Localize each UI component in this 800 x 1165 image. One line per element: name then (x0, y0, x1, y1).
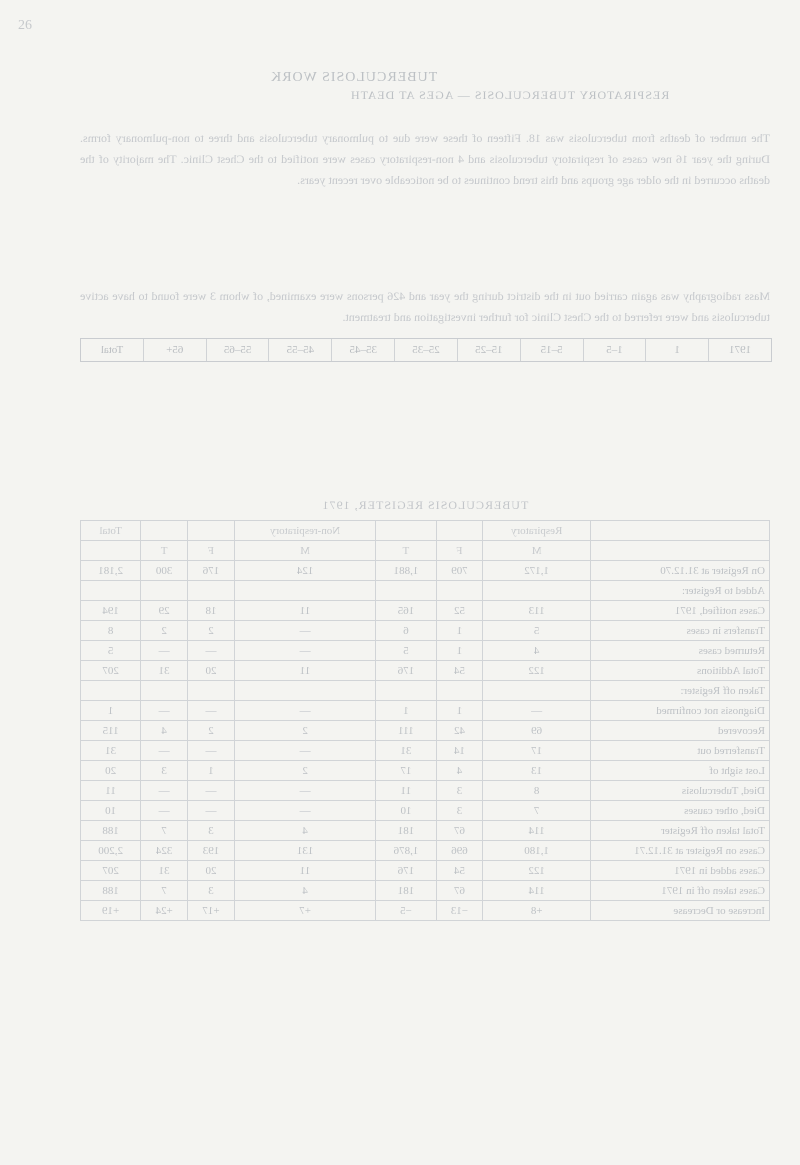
row-label: On Register at 31.12.70 (591, 561, 770, 581)
page-heading (270, 70, 770, 103)
table-cell: 10 (81, 801, 141, 821)
table-row (81, 561, 770, 581)
age-strip-cell: 35–45 (331, 339, 394, 361)
table-cell: 1 (436, 621, 483, 641)
age-strip-cell: 1 (645, 339, 708, 361)
column-subheader: M (483, 541, 591, 561)
table-cell: 31 (141, 661, 188, 681)
table-row (81, 581, 770, 601)
table-cell: 3 (188, 821, 235, 841)
intro-paragraph-2: Mass radiography was again carried out in the district during the year and 426 persons were examined, of whom 3 were found to have active tuberculosis and were referred to the Chest Clinic for further investigation and treatment. (80, 289, 770, 324)
table-row (81, 721, 770, 741)
table-cell: 4 (141, 721, 188, 741)
table-cell: 696 (436, 841, 483, 861)
table-cell: 176 (376, 661, 436, 681)
table-row (81, 661, 770, 681)
table-row (81, 781, 770, 801)
table-cell: 324 (141, 841, 188, 861)
table-row (81, 801, 770, 821)
row-label: Lost sight of (591, 761, 770, 781)
age-strip-cell: 65+ (143, 339, 206, 361)
column-subheader: T (141, 541, 188, 561)
table-cell (234, 681, 375, 701)
column-subheader: F (436, 541, 483, 561)
table-row (81, 741, 770, 761)
table-cell: 4 (234, 821, 375, 841)
table-cell: — (141, 801, 188, 821)
table-cell: 20 (188, 861, 235, 881)
table-cell: 54 (436, 661, 483, 681)
table-cell: 1,180 (483, 841, 591, 861)
table-row (81, 601, 770, 621)
table-cell: 176 (376, 861, 436, 881)
row-label: Died, Tuberculosis (591, 781, 770, 801)
table-cell (188, 681, 235, 701)
table-cell: 2,200 (81, 841, 141, 861)
table-row (81, 761, 770, 781)
table-cell: — (234, 621, 375, 641)
table-cell: 14 (436, 741, 483, 761)
table-cell: 165 (376, 601, 436, 621)
heading-title: TUBERCULOSIS WORK (270, 70, 438, 85)
table-cell (436, 581, 483, 601)
table-cell: — (141, 641, 188, 661)
table-cell: 7 (141, 821, 188, 841)
table-cell: 11 (81, 781, 141, 801)
column-header (436, 521, 483, 541)
table-cell: 2 (234, 721, 375, 741)
table-subheader-row (81, 541, 770, 561)
table-cell: — (234, 781, 375, 801)
age-strip-cell: 15–25 (457, 339, 520, 361)
table-cell: 300 (141, 561, 188, 581)
table-cell: 207 (81, 861, 141, 881)
table-cell: 6 (376, 621, 436, 641)
table-cell: 113 (483, 601, 591, 621)
column-header: Non-respiratory (234, 521, 375, 541)
table-cell: — (188, 741, 235, 761)
table-cell: — (141, 741, 188, 761)
table-cell: 1 (188, 761, 235, 781)
table-cell: — (234, 641, 375, 661)
age-strip-cell: Total (100, 344, 124, 356)
table-cell: +8 (483, 901, 591, 921)
column-subheader: T (376, 541, 436, 561)
row-label: Died, other causes (591, 801, 770, 821)
table-cell: 2 (141, 621, 188, 641)
table-cell: 2 (188, 721, 235, 741)
row-label: Cases on Register at 31.12.71 (591, 841, 770, 861)
table-cell: 122 (483, 861, 591, 881)
table-cell: 2,181 (81, 561, 141, 581)
table-cell: 2 (188, 621, 235, 641)
table-row (81, 621, 770, 641)
row-label: Transfers in cases (591, 621, 770, 641)
table-cell (376, 581, 436, 601)
table-cell (81, 681, 141, 701)
table-cell (234, 581, 375, 601)
table-cell: +7 (234, 901, 375, 921)
table-cell: — (234, 701, 375, 721)
table-cell: 1,881 (376, 561, 436, 581)
row-label: Cases notified, 1971 (591, 601, 770, 621)
table-cell: 20 (188, 661, 235, 681)
table-cell: 4 (234, 881, 375, 901)
table-cell: 11 (234, 601, 375, 621)
row-label: Cases added in 1971 (591, 861, 770, 881)
table-row (81, 841, 770, 861)
table-cell: 207 (81, 661, 141, 681)
row-label: Increase or Decrease (591, 901, 770, 921)
table-cell: 1,172 (483, 561, 591, 581)
table-cell (436, 681, 483, 701)
row-label: Total Additions (591, 661, 770, 681)
table-cell: +24 (141, 901, 188, 921)
table-cell: +17 (188, 901, 235, 921)
heading-subtitle: RESPIRATORY TUBERCULOSIS — AGES AT DEATH (350, 88, 670, 102)
table-cell: — (188, 801, 235, 821)
table-cell: 188 (81, 821, 141, 841)
table-cell: — (141, 781, 188, 801)
table-cell: 188 (81, 881, 141, 901)
table-cell: 52 (436, 601, 483, 621)
table-cell: — (188, 701, 235, 721)
table-row (81, 641, 770, 661)
table-cell: 4 (483, 641, 591, 661)
table-header-row (81, 521, 770, 541)
page-margin-number: 26 (18, 18, 32, 33)
table-cell: 31 (376, 741, 436, 761)
table-cell: 67 (436, 821, 483, 841)
table-cell: 5 (376, 641, 436, 661)
column-header: Total (81, 521, 141, 541)
row-label: Taken off Register: (591, 681, 770, 701)
tuberculosis-register-table (80, 520, 770, 921)
age-strip-cell: 45–55 (269, 339, 332, 361)
row-label: Added to Register: (591, 581, 770, 601)
column-subheader: M (234, 541, 375, 561)
table-cell: 11 (234, 661, 375, 681)
age-strip-cell: 5–15 (520, 339, 583, 361)
table-cell: −5 (376, 901, 436, 921)
table-cell: 2 (234, 761, 375, 781)
column-header (591, 521, 770, 541)
column-subheader: F (188, 541, 235, 561)
table-cell: 181 (376, 881, 436, 901)
table-cell: 31 (81, 741, 141, 761)
table-row (81, 701, 770, 721)
table-cell: 114 (483, 821, 591, 841)
table-row (81, 861, 770, 881)
intro-paragraph-1: The number of deaths from tuberculosis was 18. Fifteen of these were due to pulmonary tuberculosis and three to non-pulmonary forms. During the year 16 new cases of respiratory tuberculosis and 4 non-respiratory cases were notified to the Chest Clinic. The majority of the deaths occurred in the older age groups and this trend continues to be noticeable over recent years. (80, 131, 770, 187)
table-cell: 5 (483, 621, 591, 641)
table-cell: 1,876 (376, 841, 436, 861)
table-cell: 1 (81, 701, 141, 721)
table-cell: — (483, 701, 591, 721)
column-subheader (591, 541, 770, 561)
table-cell: 42 (436, 721, 483, 741)
table-cell: 17 (483, 741, 591, 761)
table-cell: −13 (436, 901, 483, 921)
table-row (81, 821, 770, 841)
table-cell: 3 (436, 801, 483, 821)
table-cell: 1 (436, 701, 483, 721)
table-cell (141, 581, 188, 601)
column-header: Respiratory (483, 521, 591, 541)
row-label: Total taken off Register (591, 821, 770, 841)
age-strip-cell: 25–35 (394, 339, 457, 361)
age-strip-cell: 1971 (708, 339, 771, 361)
register-title: TUBERCULOSIS REGISTER, 1971 (321, 498, 529, 512)
table-cell: 131 (234, 841, 375, 861)
table-cell: 8 (483, 781, 591, 801)
table-cell: — (141, 701, 188, 721)
table-cell: 1 (436, 641, 483, 661)
table-cell: +19 (81, 901, 141, 921)
table-cell: 114 (483, 881, 591, 901)
table-cell (483, 681, 591, 701)
table-cell: 11 (234, 861, 375, 881)
table-cell: 194 (81, 601, 141, 621)
column-header (141, 521, 188, 541)
table-cell: 11 (376, 781, 436, 801)
table-cell: 54 (436, 861, 483, 881)
table-cell: 5 (81, 641, 141, 661)
row-label: Cases taken off in 1971 (591, 881, 770, 901)
row-label: Diagnosis not confirmed (591, 701, 770, 721)
table-cell: 3 (141, 761, 188, 781)
table-cell: 20 (81, 761, 141, 781)
table-cell: 115 (81, 721, 141, 741)
table-cell: 124 (234, 561, 375, 581)
table-cell: 4 (436, 761, 483, 781)
table-cell: — (188, 781, 235, 801)
table-cell: 122 (483, 661, 591, 681)
table-cell (188, 581, 235, 601)
table-row (81, 881, 770, 901)
table-cell: 7 (483, 801, 591, 821)
table-cell: — (234, 741, 375, 761)
row-label: Recovered (591, 721, 770, 741)
table-cell: — (234, 801, 375, 821)
age-strip-cell: 55–65 (206, 339, 269, 361)
table-cell: 3 (188, 881, 235, 901)
row-label: Returned cases (591, 641, 770, 661)
table-cell: 181 (376, 821, 436, 841)
table-row (81, 901, 770, 921)
table-cell (376, 681, 436, 701)
table-cell: 17 (376, 761, 436, 781)
table-cell: 31 (141, 861, 188, 881)
table-cell (81, 581, 141, 601)
table-cell: 3 (436, 781, 483, 801)
table-cell: 13 (483, 761, 591, 781)
table-cell: 18 (188, 601, 235, 621)
column-header (376, 521, 436, 541)
row-label: Transferred out (591, 741, 770, 761)
table-cell: — (188, 641, 235, 661)
table-cell: 176 (188, 561, 235, 581)
table-cell (141, 681, 188, 701)
table-cell: 193 (188, 841, 235, 861)
table-cell: 709 (436, 561, 483, 581)
age-strip-cell: 1–5 (583, 339, 646, 361)
table-cell: 8 (81, 621, 141, 641)
table-cell: 69 (483, 721, 591, 741)
table-cell: 7 (141, 881, 188, 901)
age-group-strip (80, 338, 772, 362)
table-row (81, 681, 770, 701)
column-subheader (81, 541, 141, 561)
table-body (81, 561, 770, 921)
table-cell: 29 (141, 601, 188, 621)
table-cell: 10 (376, 801, 436, 821)
table-cell: 67 (436, 881, 483, 901)
table-cell: 111 (376, 721, 436, 741)
table-cell (483, 581, 591, 601)
table-cell: 1 (376, 701, 436, 721)
column-header (188, 521, 235, 541)
